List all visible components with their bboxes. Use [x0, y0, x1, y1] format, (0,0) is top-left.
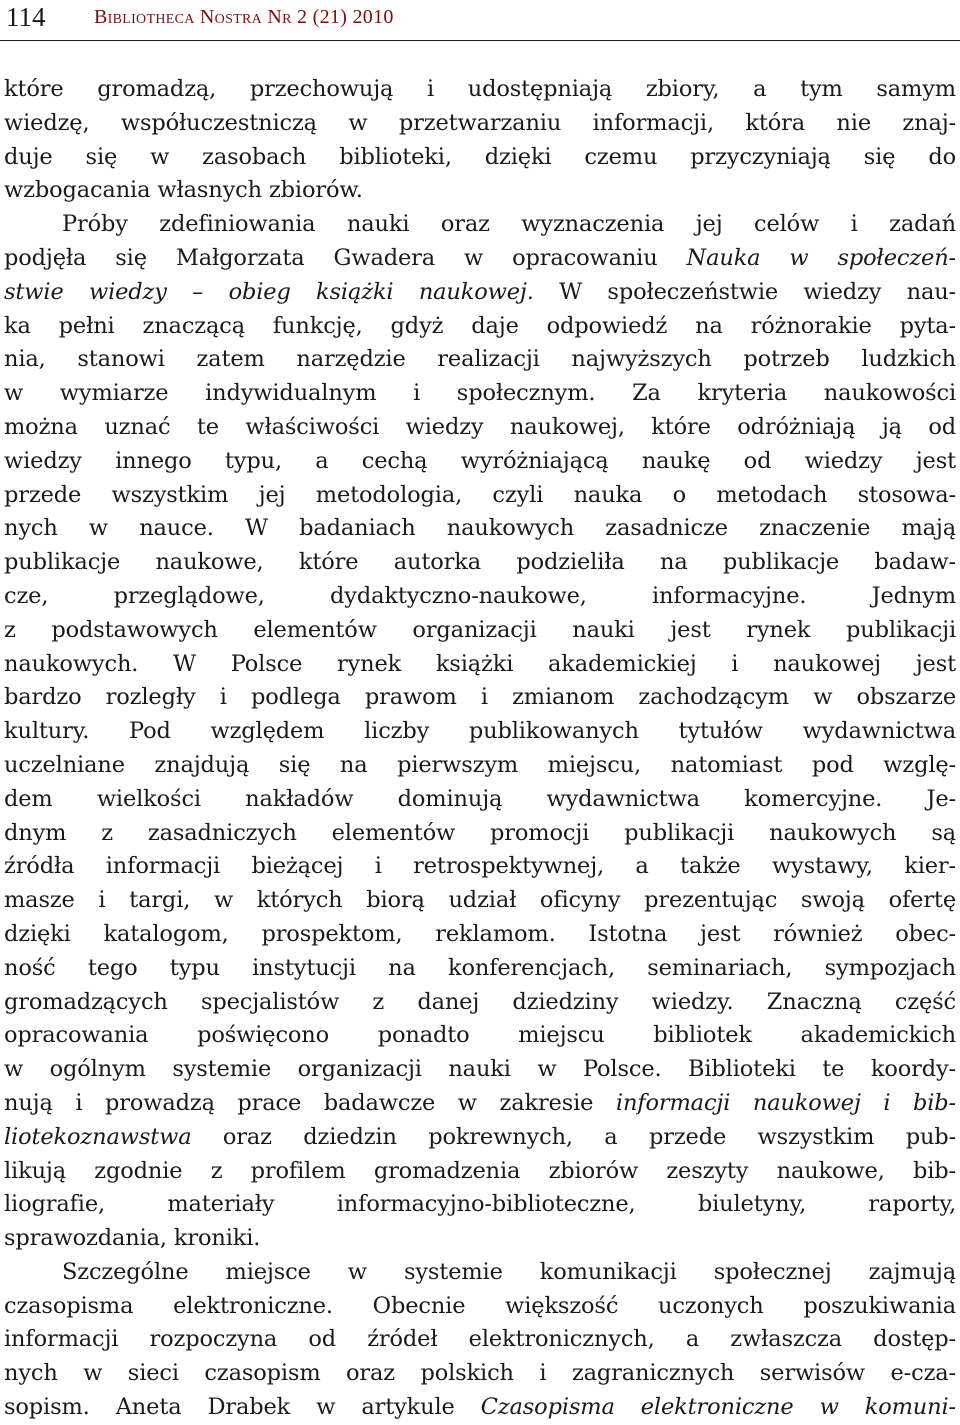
text-line — [4, 1222, 956, 1256]
text-segment: dem wielkości nakładów dominują wydawnictwa komercyjne. Je- — [4, 785, 956, 812]
text-segment: z podstawowych elementów organizacji nauki jest rynek publikacji — [4, 616, 956, 643]
text-segment: likują zgodnie z profilem gromadzenia zbiorów zeszyty naukowe, bib- — [4, 1157, 956, 1184]
text-line — [4, 445, 956, 479]
article-body — [4, 73, 956, 1425]
text-line — [4, 512, 956, 546]
text-segment: przede wszystkim jej metodologia, czyli nauka o metodach stosowa- — [4, 481, 956, 508]
text-segment: podjęła się Małgorzata Gwadera w opracowaniu — [4, 244, 687, 271]
text-line — [4, 1155, 956, 1189]
text-segment: naukowych. W Polsce rynek książki akademickiej i naukowej jest — [4, 650, 956, 677]
text-line — [4, 850, 956, 884]
text-segment: sopism. Aneta Drabek w artykule — [4, 1394, 481, 1421]
text-line — [4, 208, 956, 242]
text-line — [4, 1357, 956, 1391]
text-segment: czasopisma elektroniczne. Obecnie większość uczonych poszukiwania — [4, 1292, 956, 1319]
text-segment: oraz dziedzin pokrewnych, a przede wszystkim pub- — [191, 1123, 956, 1150]
text-line — [4, 580, 956, 614]
text-line — [4, 310, 956, 344]
text-segment: nia, stanowi zatem narzędzie realizacji najwyższych potrzeb ludzkich — [4, 346, 956, 373]
text-segment: dzięki katalogom, prospektom, reklamom. Istotna jest również obec- — [4, 920, 956, 947]
text-line — [4, 479, 956, 513]
text-segment: sprawozdania, kroniki. — [4, 1225, 261, 1252]
text-line — [4, 648, 956, 682]
text-segment: nują i prowadzą prace badawcze w zakresie — [4, 1089, 616, 1116]
text-line — [4, 546, 956, 580]
text-line — [4, 783, 956, 817]
text-line — [4, 1087, 956, 1121]
text-segment: W społeczeństwie wiedzy nau- — [533, 278, 956, 305]
text-segment: Szczególne miejsce w systemie komunikacji społecznej zajmują — [62, 1258, 956, 1285]
text-segment: opracowania poświęcono ponadto miejscu bibliotek akademickich — [4, 1022, 956, 1049]
text-segment: kultury. Pod względem liczby publikowanych tytułów wydawnictwa — [4, 718, 956, 745]
italic-text: Czasopisma elektroniczne w komuni- — [480, 1394, 956, 1421]
text-segment: można uznać te właściwości wiedzy naukowej, które odróżniają ją od — [4, 413, 956, 440]
text-line — [4, 276, 956, 310]
text-line — [4, 377, 956, 411]
text-line — [4, 1019, 956, 1053]
italic-text: stwie wiedzy – obieg książki naukowej. — [4, 278, 534, 305]
text-line — [4, 1323, 956, 1357]
text-line — [4, 411, 956, 445]
text-line — [4, 73, 956, 107]
text-line — [4, 107, 956, 141]
text-segment: Próby zdefiniowania nauki oraz wyznaczenia jej celów i zadań — [62, 211, 956, 238]
running-title: Bibliotheca Nostra Nr 2 (21) 2010 — [94, 6, 394, 28]
text-line — [4, 174, 956, 208]
text-line — [4, 884, 956, 918]
text-segment: ka pełni znaczącą funkcję, gdyż daje odpowiedź na różnorakie pyta- — [4, 312, 956, 339]
text-line — [4, 986, 956, 1020]
text-line — [4, 715, 956, 749]
text-line — [4, 749, 956, 783]
text-segment: wzbogacania własnych zbiorów. — [4, 177, 363, 204]
text-line — [4, 343, 956, 377]
text-segment: informacji rozpoczyna od źródeł elektronicznych, a zwłaszcza dostęp- — [4, 1326, 956, 1353]
text-segment: nych w nauce. W badaniach naukowych zasadnicze znaczenie mają — [4, 515, 956, 542]
text-segment: masze i targi, w których biorą udział oficyny prezentując swoją ofertę — [4, 887, 956, 914]
text-segment: bardzo rozległy i podlega prawom i zmianom zachodzącym w obszarze — [4, 684, 956, 711]
text-line — [4, 918, 956, 952]
text-line — [4, 1290, 956, 1324]
text-segment: uczelniane znajdują się na pierwszym miejscu, natomiast pod wzglę- — [4, 751, 956, 778]
text-line — [4, 614, 956, 648]
text-line — [4, 242, 956, 276]
italic-text: informacji naukowej i bib- — [615, 1089, 956, 1116]
text-segment: cze, przeglądowe, dydaktyczno-naukowe, informacyjne. Jednym — [4, 582, 956, 609]
italic-text: liotekoznawstwa — [4, 1123, 192, 1150]
text-segment: publikacje naukowe, które autorka podzieliła na publikacje badaw- — [4, 549, 956, 576]
text-line — [4, 952, 956, 986]
text-line — [4, 1053, 956, 1087]
text-line — [4, 817, 956, 851]
text-line — [4, 681, 956, 715]
text-line — [4, 1188, 956, 1222]
text-line — [4, 141, 956, 175]
text-segment: liografie, materiały informacyjno-biblioteczne, biuletyny, raporty, — [4, 1191, 956, 1218]
page-header — [0, 0, 960, 41]
text-line — [4, 1121, 956, 1155]
text-segment: gromadzących specjalistów z danej dziedziny wiedzy. Znaczną część — [4, 988, 956, 1015]
text-segment: ność tego typu instytucji na konferencjach, seminariach, sympozjach — [4, 954, 956, 981]
text-line — [4, 1256, 956, 1290]
text-segment: duje się w zasobach biblioteki, dzięki czemu przyczyniają się do — [4, 143, 956, 170]
text-segment: które gromadzą, przechowują i udostępniają zbiory, a tym samym — [4, 76, 956, 102]
text-segment: wiedzy innego typu, a cechą wyróżniającą naukę od wiedzy jest — [4, 447, 956, 474]
text-segment: w wymiarze indywidualnym i społecznym. Za kryteria naukowości — [4, 380, 956, 407]
text-segment: źródła informacji bieżącej i retrospektywnej, a także wystawy, kier- — [4, 853, 956, 880]
text-segment: dnym z zasadniczych elementów promocji publikacji naukowych są — [4, 819, 956, 846]
italic-text: Nauka w społeczeń- — [686, 244, 956, 271]
page-number: 114 — [6, 2, 46, 32]
text-segment: w ogólnym systemie organizacji nauki w Polsce. Biblioteki te koordy- — [4, 1056, 956, 1083]
text-segment: wiedzę, współuczestniczą w przetwarzaniu informacji, która nie znaj- — [4, 109, 956, 136]
text-segment: nych w sieci czasopism oraz polskich i zagranicznych serwisów e-cza- — [4, 1360, 956, 1387]
